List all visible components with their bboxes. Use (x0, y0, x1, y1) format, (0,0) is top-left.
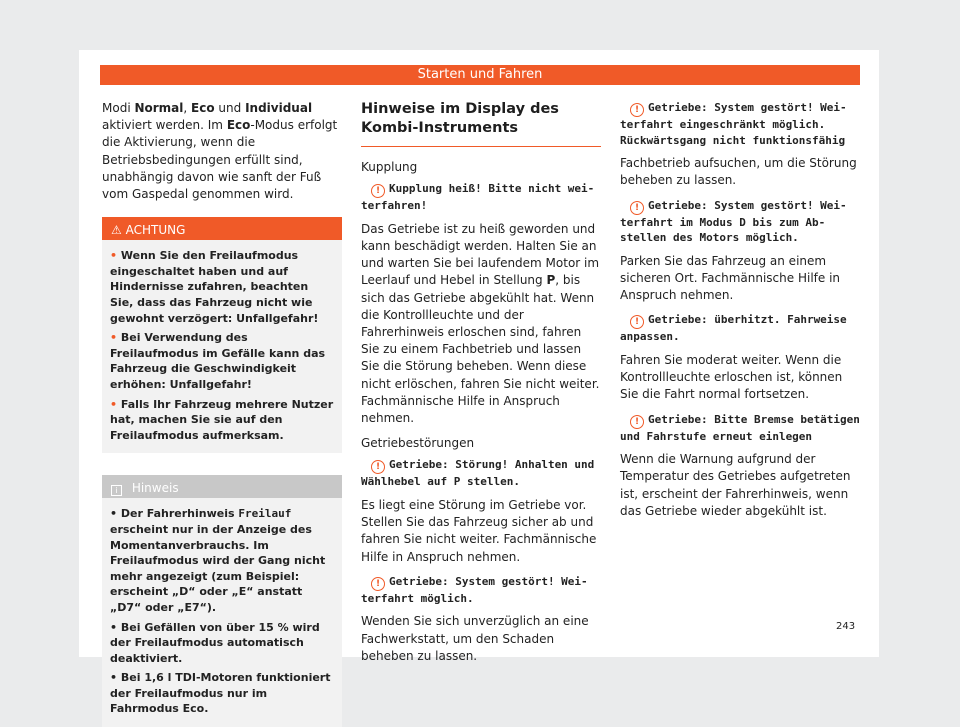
exclamation-circle-icon: ! (630, 415, 644, 429)
warning-title: ACHTUNG (125, 223, 186, 238)
display-message: ! Kupplung heiß! Bitte nicht wei- terfahren! (361, 182, 595, 213)
exclamation-circle-icon: ! (371, 460, 385, 474)
warning-triangle-icon: ⚠ (111, 223, 122, 238)
note-item: • Bei 1,6 l TDI-Motoren funktioniert der Freilaufmodus nur im Fahrmodus Eco. (110, 671, 331, 716)
paragraph: Wenn die Warnung aufgrund der Temperatur des Getriebes aufgetreten ist, erscheint der Fahrerhinweis, wenn das Getriebe wieder abgekühlt ist. (620, 452, 851, 518)
display-message: ! Getriebe: Störung! Anhalten und Wählhebel auf P stellen. (361, 458, 595, 489)
warning-body (102, 240, 342, 453)
display-message: ! Getriebe: Bitte Bremse betätigen und Fahrstufe erneut einlegen (620, 412, 860, 443)
display-message: ! Getriebe: System gestört! Wei- terfahrt im Modus D bis zum Ab- stellen des Motors möglich. (620, 198, 847, 245)
note-title: Hinweis (131, 481, 179, 496)
subheading-kupplung: Kupplung (361, 160, 418, 174)
column-right (620, 100, 862, 528)
exclamation-circle-icon: ! (630, 201, 644, 215)
exclamation-circle-icon: ! (371, 577, 385, 591)
warning-header (102, 220, 342, 240)
warning-item: • Bei Verwendung des Freilaufmodus im Gefälle kann das Fahrzeug die Geschwindigkeit erhöhen: Unfallgefahr! (110, 331, 326, 391)
column-middle (361, 100, 601, 673)
note-header (102, 478, 342, 498)
note-box (102, 475, 342, 727)
paragraph: Parken Sie das Fahrzeug an einem sicheren Ort. Fachmännische Hilfe in Anspruch nehmen. (620, 253, 841, 303)
exclamation-circle-icon: ! (630, 315, 644, 329)
note-item: • Bei Gefällen von über 15 % wird der Freilaufmodus automatisch deaktiviert. (110, 620, 320, 665)
paragraph: Fahren Sie moderat weiter. Wenn die Kontrollleuchte erloschen ist, können Sie die Fahrt normal fortsetzen. (620, 352, 843, 402)
section-title: Hinweise im Display des Kombi-Instruments (361, 100, 601, 147)
section-header: Starten und Fahren (100, 65, 860, 85)
display-message: ! Getriebe: System gestört! Wei- terfahrt möglich. (361, 574, 588, 605)
warning-box (102, 217, 342, 453)
display-message: ! Getriebe: System gestört! Wei- terfahrt eingeschränkt möglich. Rückwärtsgang nicht funktionsfähig (620, 101, 847, 147)
note-body (102, 498, 342, 727)
page-number: 243 (836, 621, 856, 632)
display-message: ! Getriebe: überhitzt. Fahrweise anpassen. (620, 313, 847, 344)
note-item: • Der Fahrerhinweis Freilauf erscheint nur in der Anzeige des Momentanverbrauchs. Im Freilaufmodus wird der Gang nicht mehr angezeigt (zum Beispiel: erscheint „D“ oder „E“ anstatt „D7“ oder „E7“). (110, 507, 326, 614)
subheading-getriebestoerungen: Getriebestörungen (361, 436, 475, 451)
exclamation-circle-icon: ! (630, 103, 644, 117)
info-icon: i (111, 485, 122, 496)
warning-item: • Wenn Sie den Freilaufmodus eingeschaltet haben und auf Hindernisse zufahren, beachten Sie, dass das Fahrzeug nicht wie gewohnt verzögert: Unfallgefahr! (110, 249, 319, 325)
paragraph: Es liegt eine Störung im Getriebe vor. Stellen Sie das Fahrzeug sicher ab und fahren Sie nicht weiter. Fachmännische Hilfe in Anspruch nehmen. (361, 498, 597, 564)
intro-paragraph: Modi Normal, Eco und Individual aktiviert werden. Im Eco-Modus erfolgt die Aktivierung, wenn die Betriebsbedingungen erfüllt sind, unabhängig davon wie sanft der Fuß vom Gaspedal genommen wird. (102, 101, 338, 202)
paragraph: Das Getriebe ist zu heiß geworden und kann beschädigt werden. Halten Sie an und warten Sie bei laufendem Motor im Leerlauf und Hebel in Stellung P, bis sich das Getriebe abgekühlt hat. Wenn die Kontrollleuchte und der Fahrerhinweis erloschen sind, fahren Sie zu einem Fachbetrieb und lassen Sie die Störung beheben. Wenn diese nicht erlöschen, fahren Sie nicht weiter. Fachmännische Hilfe in Anspruch nehmen. (361, 221, 600, 426)
paragraph: Wenden Sie sich unverzüglich an eine Fachwerkstatt, um den Schaden beheben zu lassen. (361, 614, 589, 663)
exclamation-circle-icon: ! (371, 184, 385, 198)
warning-item: • Falls Ihr Fahrzeug mehrere Nutzer hat, machen Sie sie auf den Freilaufmodus aufmerksam. (110, 397, 334, 442)
paragraph: Fachbetrieb aufsuchen, um die Störung beheben zu lassen. (620, 156, 857, 188)
column-left (102, 100, 342, 727)
